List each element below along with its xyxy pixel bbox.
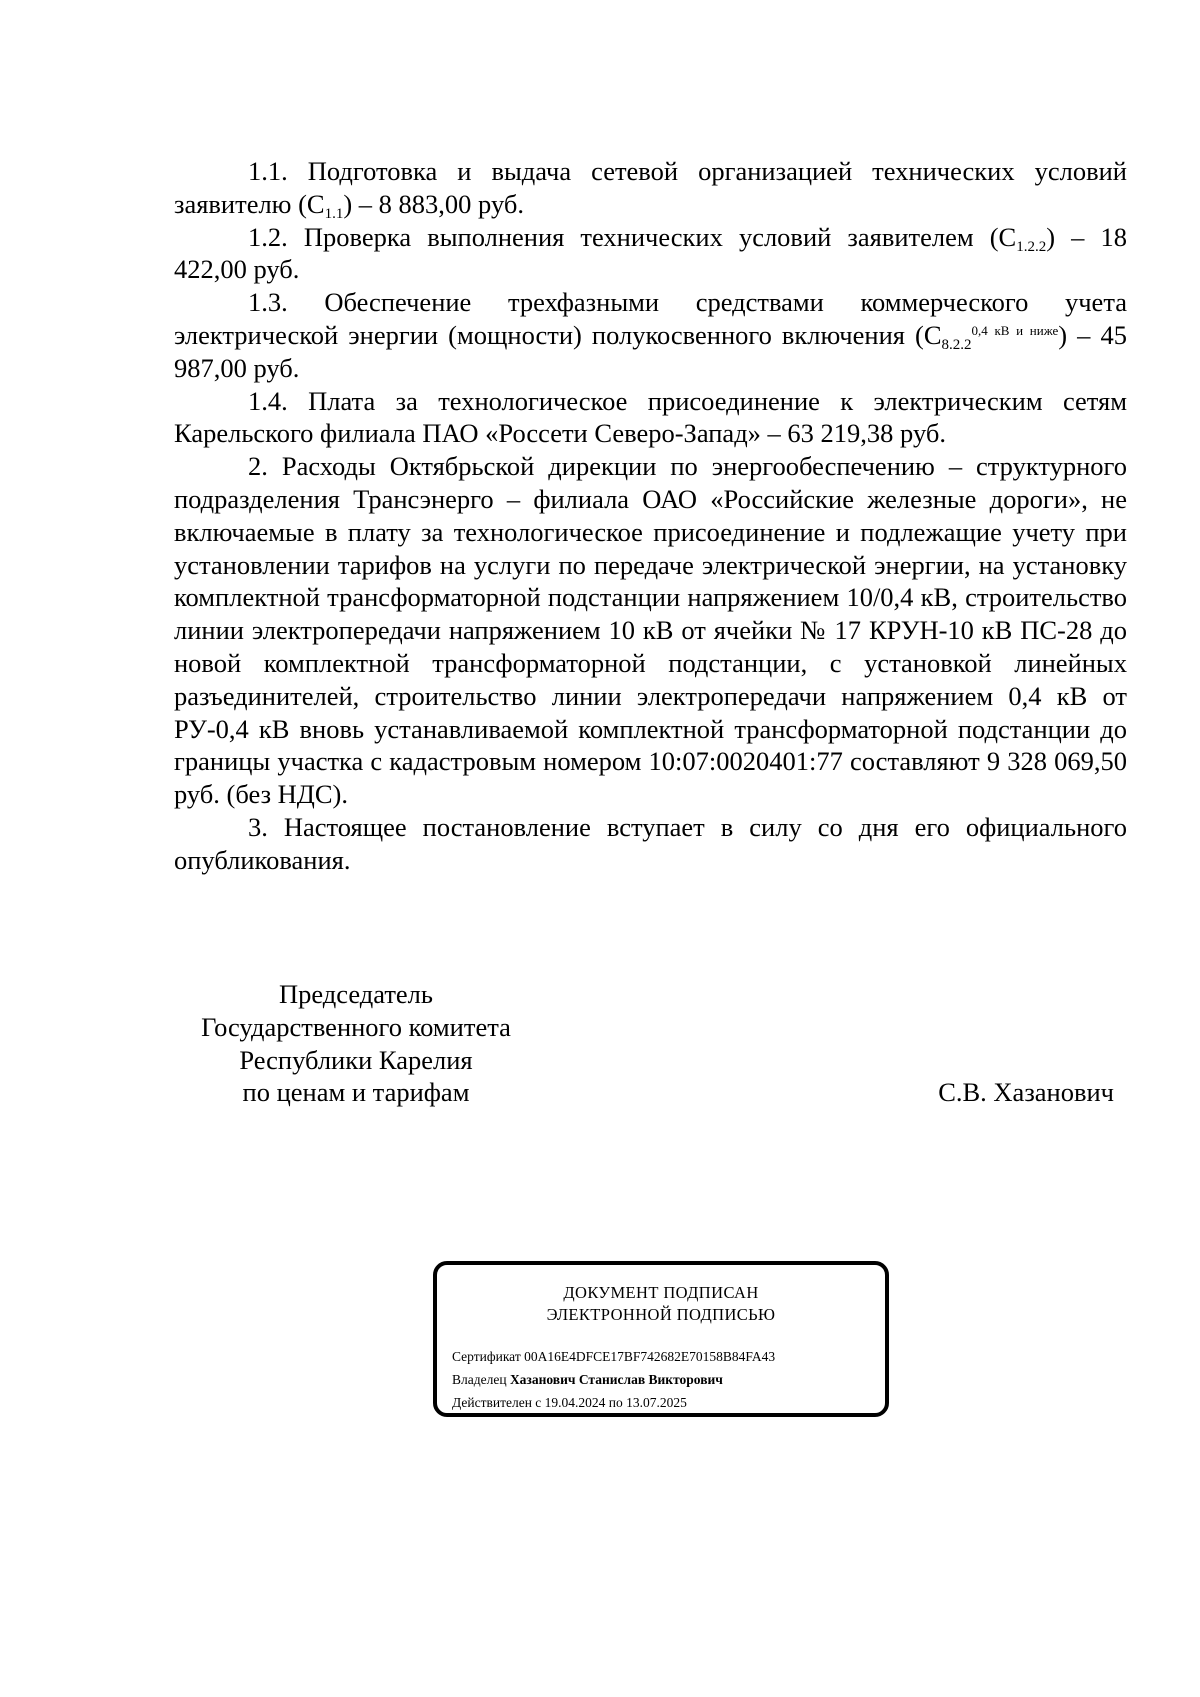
paragraph-1-3-text: 1.3. Обеспечение трехфазными средствами коммерческого учета электрической энергии (мощности) полукосвенного включения (С: [174, 287, 1127, 350]
paragraph-1-3-superscript: 0,4 кВ и ниже: [971, 322, 1059, 338]
stamp-heading-line-1: ДОКУМЕНТ ПОДПИСАН: [563, 1283, 759, 1302]
paragraph-1-2-subscript: 1.2.2: [1016, 238, 1047, 255]
stamp-details: [452, 1345, 775, 1414]
paragraph-1-2: [174, 221, 1127, 287]
paragraph-1-3-amount: ) – 45 987,00 руб.: [174, 319, 1127, 383]
stamp-owner-label: Владелец: [452, 1372, 507, 1387]
document-body: [174, 155, 1127, 877]
stamp-heading: [437, 1282, 885, 1326]
stamp-certificate-value: 00A16E4DFCE17BF742682E70158B84FA43: [524, 1349, 776, 1364]
stamp-valid-from: 19.04.2024: [544, 1395, 606, 1410]
signatory-name: С.В. Хазанович: [938, 1077, 1114, 1107]
signatory-title-line: Государственного комитета: [201, 1011, 511, 1042]
paragraph-1-1: [174, 155, 1127, 221]
paragraph-1-4: 1.4. Плата за технологическое присоединение к электрическим сетям Карельского филиала ПАО «Россети Северо-Запад» – 63 219,38 руб.: [174, 385, 1127, 449]
stamp-owner-value: Хазанович Станислав Викторович: [509, 1372, 723, 1387]
signatory-title: [174, 978, 538, 1109]
stamp-valid-to-label: по: [608, 1395, 623, 1410]
paragraph-3: 3. Настоящее постановление вступает в силу со дня его официального опубликования.: [174, 811, 1127, 875]
paragraph-1-2-text: 1.2. Проверка выполнения технических условий заявителем (С: [248, 221, 1017, 252]
paragraph-1-1-subscript: 1.1: [324, 205, 344, 222]
signatory-title-line: Председатель: [279, 979, 433, 1009]
signatory-title-line: Республики Карелия: [239, 1044, 473, 1075]
paragraph-1-1-text: 1.1. Подготовка и выдача сетевой организацией технических условий заявителю (С: [174, 156, 1127, 219]
stamp-certificate-label: Сертификат: [452, 1349, 521, 1364]
stamp-certificate-row: [452, 1345, 775, 1368]
stamp-valid-to: 13.07.2025: [626, 1395, 687, 1410]
paragraph-1-3-subscript: 8.2.2: [941, 336, 972, 353]
stamp-owner-row: [452, 1368, 775, 1391]
signatory-title-line: по ценам и тарифам: [242, 1077, 470, 1108]
paragraph-1-3: [174, 286, 1127, 384]
stamp-heading-line-2: ЭЛЕКТРОННОЙ ПОДПИСЬЮ: [546, 1305, 776, 1324]
paragraph-1-2-amount: ) – 18 422,00 руб.: [174, 221, 1127, 285]
stamp-validity-row: [452, 1391, 775, 1414]
paragraph-1-1-amount: ) – 8 883,00 руб.: [343, 188, 524, 219]
paragraph-2: 2. Расходы Октябрьской дирекции по энергообеспечению – структурного подразделения Трансэнерго – филиала ОАО «Российские железные дороги», не включаемые в плату за технологическое присоединение и подлежащие учету при установлении тарифов на услуги по передаче электрической энергии, на установку комплектной трансформаторной подстанции напряжением 10/0,4 кВ, строительство линии электропередачи напряжением 10 кВ от ячейки № 17 КРУН-10 кВ ПС-28 до новой комплектной трансформаторной подстанции, с установкой линейных разъединителей, строительство линии электропередачи напряжением 0,4 кВ от РУ-0,4 кВ вновь устанавливаемой комплектной трансформаторной подстанции до границы участка с кадастровым номером 10:07:0020401:77 составляют 9 328 069,50 руб. (без НДС).: [174, 451, 1127, 810]
stamp-valid-label: Действителен с: [452, 1395, 542, 1410]
electronic-signature-stamp: [433, 1261, 889, 1417]
